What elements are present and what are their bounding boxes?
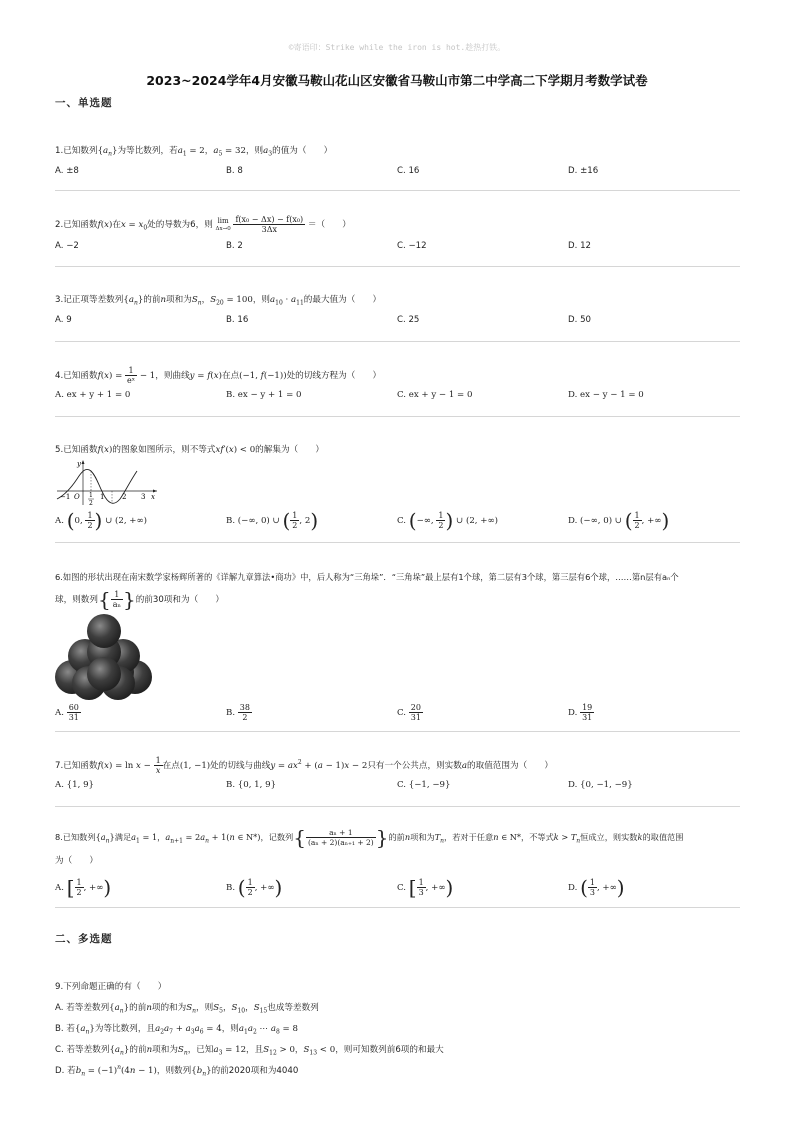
option-b[interactable]: B. {0, 1, 9}	[226, 780, 277, 790]
watermark: ©寄语印：Strike while the iron is hot.趁热打铁。	[288, 43, 506, 52]
section-heading-multiple-choice: 二、多选题	[55, 933, 113, 945]
graph-label-origin: O	[74, 493, 80, 501]
question-stem-line-1: 6.如图的形状出现在南宋数学家杨辉所著的《详解九章算法•商功》中，后人称为“三角垛”．“三角垛”最上层有1个球，第二层有3个球，第三层有6个球，……第n层有aₙ个	[55, 572, 679, 582]
option-c[interactable]: C. (−∞, $\frac{1}{2}$ ) ∪ (2, +∞)	[397, 508, 498, 533]
option-a[interactable]: A. 若等差数列$\{a_n\}$的前n项的和为$S_n$，则$S_5$，$S_{10}$，$S_{15}$也成等差数列	[55, 1003, 319, 1015]
divider	[55, 416, 740, 417]
question-4	[55, 366, 740, 400]
divider	[55, 806, 740, 807]
question-stem: 5.已知函数f(x)的图象如图所示，则不等式xf′(x) < 0的解集为（ ）	[55, 445, 324, 455]
question-stem: 4.已知函数f(x) = $\frac{1}{\text{eˣ}}$ − 1，则曲线y = f(x)在点(−1, f(−1))处的切线方程为（ ）	[55, 366, 382, 385]
option-b[interactable]: B. $\frac{38}{2}$	[226, 703, 250, 722]
question-stem: 3.记正项等差数列$\{a_n\}$的前n项和为$S_n$，$S_{20} = 100$，则$a_{10} \cdot a_{11}$的最大值为（ ）	[55, 295, 382, 307]
option-d[interactable]: D. 12	[568, 241, 592, 251]
option-d[interactable]: D. {0, −1, −9}	[568, 780, 633, 790]
option-a[interactable]: A. 9	[55, 315, 72, 325]
graph-label-half-num: 1	[89, 492, 93, 499]
question-stem: 2.已知函数f(x)在$x = x_0$处的导数为6，则 lim Δx→0 $\frac{\text{f(x₀ − Δx) − f(x₀)}}{3\Delta x}$ ＝（ ）	[55, 215, 351, 234]
option-b[interactable]: B. 2	[226, 241, 243, 251]
option-b[interactable]: B. ( $\frac{1}{2}$ , +∞)	[226, 875, 283, 900]
question-stem: 7.已知函数f(x) = ln x − $\frac{1}{x}$ 在点(1, −1)处的切线与曲线$y = ax^2 + (a - 1)x - 2$只有一个公共点，则实数a的取值范围为（ ）	[55, 756, 553, 775]
question-8	[55, 825, 740, 900]
option-a[interactable]: A. {1, 9}	[55, 780, 95, 790]
graph-label-x: x	[151, 493, 155, 501]
option-b[interactable]: B. 16	[226, 315, 249, 325]
question-1	[55, 144, 740, 176]
section-heading-single-choice: 一、单选题	[55, 97, 113, 109]
question-9	[55, 980, 740, 1078]
option-c[interactable]: C. 16	[397, 166, 420, 176]
option-a[interactable]: A. −2	[55, 241, 79, 251]
option-a[interactable]: A. ±8	[55, 166, 79, 176]
question-7	[55, 756, 740, 790]
question-stem-line-1: 8.已知数列$\{a_n\}$满足$a_1 = 1$，$a_{n+1} = 2a_n + 1(n$ ∈ N*)，记数列{ $\frac{\text{aₙ + 1}}{\text{(aₙ + 2)(aₙ₊₁ + 2)}}$ }的前n项和为$T_n$，若对于任意n ∈ N*，不等式$k > T_n$恒成立，则实数k的取值范围	[55, 825, 684, 850]
option-c[interactable]: C. 若等差数列$\{a_n\}$的前n项和为$S_n$，已知$a_3 = 12$，且$S_{12} > 0$，$S_{13} < 0$，则可知数列前6项的和最大	[55, 1045, 444, 1057]
divider	[55, 266, 740, 267]
graph-label-three: 3	[141, 493, 146, 501]
question-stem: 9.下列命题正确的有（ ）	[55, 982, 167, 992]
divider	[55, 731, 740, 732]
option-a[interactable]: A. $\frac{60}{31}$	[55, 703, 79, 722]
option-d[interactable]: D. 若$b_n = (-1)^n(4n - 1)$，则数列$\{b_n\}$的前2020项和为4040	[55, 1064, 299, 1078]
option-c[interactable]: C. −12	[397, 241, 427, 251]
triangular-ball-pile-figure	[55, 612, 153, 702]
question-3	[55, 293, 740, 325]
question-stem-line-2: 为（ ）	[55, 855, 98, 866]
option-b[interactable]: B. 8	[226, 166, 243, 176]
option-c[interactable]: C. [ $\frac{1}{3}$ , +∞)	[397, 875, 454, 900]
question-stem-line-2: 球，则数列{ $\frac{1}{\text{aₙ}}$ }的前30项和为（ ）	[55, 587, 224, 612]
option-c[interactable]: C. 25	[397, 315, 420, 325]
option-d[interactable]: D. $\frac{19}{31}$	[568, 703, 593, 722]
divider	[55, 907, 740, 908]
option-c[interactable]: C. {−1, −9}	[397, 780, 451, 790]
option-d[interactable]: D. ( $\frac{1}{3}$ , +∞)	[568, 875, 625, 900]
question-stem: 1.已知数列$\{a_n\}$为等比数列，若$a_1 = 2$，$a_5 = 32$，则$a_3$的值为（ ）	[55, 146, 333, 158]
option-a[interactable]: A. ex + y + 1 = 0	[55, 390, 131, 400]
divider	[55, 341, 740, 342]
option-d[interactable]: D. 50	[568, 315, 592, 325]
option-b[interactable]: B. 若$\{a_n\}$为等比数列，且$a_2a_7 + a_3a_6 = 4$，则$a_1a_2$ ⋯ $a_8 = 8$	[55, 1024, 298, 1036]
graph-label-two: 2	[122, 493, 127, 501]
option-b[interactable]: B. ex − y + 1 = 0	[226, 390, 302, 400]
option-a[interactable]: A. (0, $\frac{1}{2}$ ) ∪ (2, +∞)	[55, 508, 148, 533]
page-title: 2023~2024学年4月安徽马鞍山花山区安徽省马鞍山市第二中学高二下学期月考数学试卷	[146, 73, 648, 88]
graph-label-half-den: 2	[89, 500, 93, 507]
option-a[interactable]: A. [ $\frac{1}{2}$ , +∞)	[55, 875, 112, 900]
divider	[55, 542, 740, 543]
question-2	[55, 215, 740, 251]
option-d[interactable]: D. (−∞, 0) ∪ ( $\frac{1}{2}$ , +∞)	[568, 508, 670, 533]
question-6	[55, 570, 740, 722]
graph-label-one: 1	[100, 493, 105, 501]
graph-label-neg1: −1	[60, 493, 71, 501]
option-c[interactable]: C. ex + y − 1 = 0	[397, 390, 473, 400]
graph-label-y: y	[77, 460, 81, 468]
option-d[interactable]: D. ±16	[568, 166, 599, 176]
question-5	[55, 443, 740, 533]
divider	[55, 190, 740, 191]
option-c[interactable]: C. $\frac{20}{31}$	[397, 703, 421, 722]
option-b[interactable]: B. (−∞, 0) ∪ ( $\frac{1}{2}$ , 2)	[226, 508, 319, 533]
function-graph-figure	[55, 459, 165, 507]
option-d[interactable]: D. ex − y − 1 = 0	[568, 390, 644, 400]
